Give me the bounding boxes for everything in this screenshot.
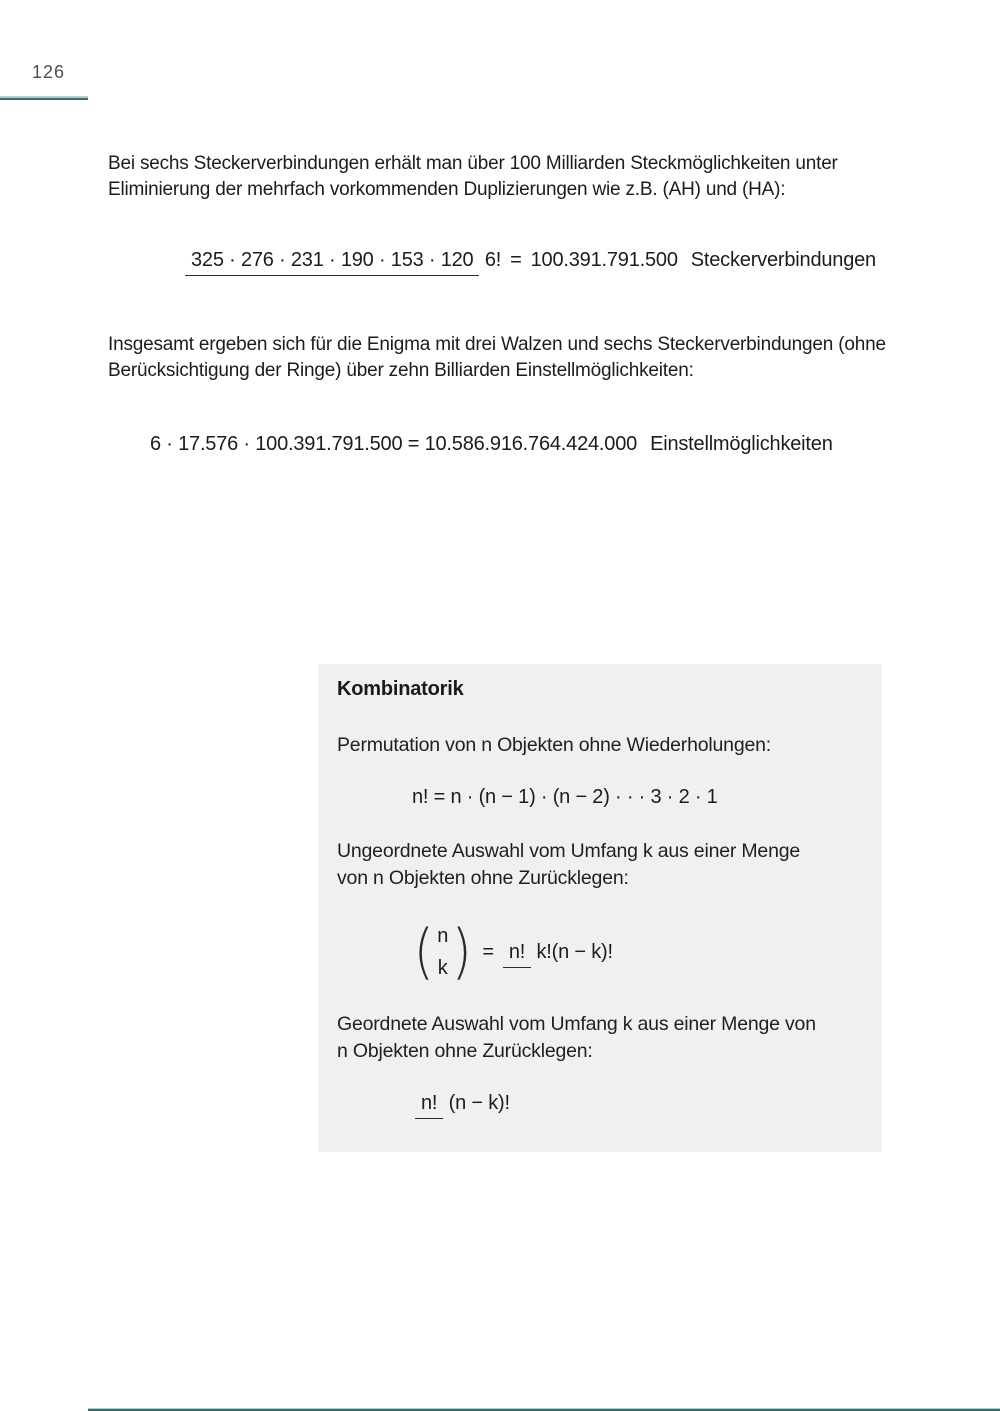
fraction <box>185 249 501 272</box>
infobox-title: Kombinatorik <box>337 678 464 700</box>
open-paren: ( <box>413 917 434 987</box>
formula-einstellmoeglichkeiten <box>150 433 833 456</box>
ordered-selection-formula <box>415 1092 862 1115</box>
unordered-selection-label: Ungeordnete Auswahl vom Umfang k aus einer Menge von n Objekten ohne Zurücklegen: <box>337 840 800 889</box>
equals-sign: = <box>510 249 522 271</box>
formula-result: 100.391.791.500 <box>530 249 678 271</box>
page-number: 126 <box>32 62 66 82</box>
close-paren: ) <box>451 917 472 987</box>
permutation-label: Permutation von n Objekten ohne Wiederholungen: <box>337 734 771 756</box>
fraction-numerator: n! <box>503 941 531 968</box>
equals-sign: = <box>482 940 494 963</box>
kombinatorik-infobox <box>318 664 882 1152</box>
header-rule <box>0 96 88 100</box>
fraction <box>503 941 613 964</box>
fraction-denominator: 6! <box>484 249 502 271</box>
formula-expression: 6 · 17.576 · 100.391.791.500 = 10.586.916.764.424.000 <box>150 433 638 455</box>
fraction-numerator: n! <box>415 1092 443 1119</box>
permutation-formula: n! = n · (n − 1) · (n − 2) · · · 3 · 2 · 1 <box>412 786 718 808</box>
formula-steckerverbindungen <box>185 249 876 272</box>
paragraph-steckmoeglichkeiten: Bei sechs Steckerverbindungen erhält man über 100 Milliarden Steckmöglichkeiten unter Eliminierung der mehrfach vorkommenden Duplizierungen wie z.B. (AH) und (HA): <box>108 153 838 200</box>
binomial-n: n <box>437 925 449 947</box>
binomial-stack <box>435 926 450 978</box>
formula-unit: Steckerverbindungen <box>690 249 876 271</box>
fraction-denominator: (n − k)! <box>448 1092 510 1114</box>
ordered-selection-label: Geordnete Auswahl vom Umfang k aus einer Menge von n Objekten ohne Zurücklegen: <box>337 1013 816 1062</box>
fraction-denominator: k!(n − k)! <box>536 940 613 963</box>
paragraph-einstellmoeglichkeiten: Insgesamt ergeben sich für die Enigma mit drei Walzen und sechs Steckerverbindungen (ohne Berücksichtigung der Ringe) über zehn Billiarden Einstellmöglichkeiten: <box>108 334 886 381</box>
binomial-k: k <box>437 957 448 979</box>
binomial-coefficient-formula <box>412 919 862 985</box>
fraction-numerator: 325 · 276 · 231 · 190 · 153 · 120 <box>185 249 479 276</box>
formula-unit: Einstellmöglichkeiten <box>650 433 833 455</box>
fraction <box>415 1092 510 1115</box>
